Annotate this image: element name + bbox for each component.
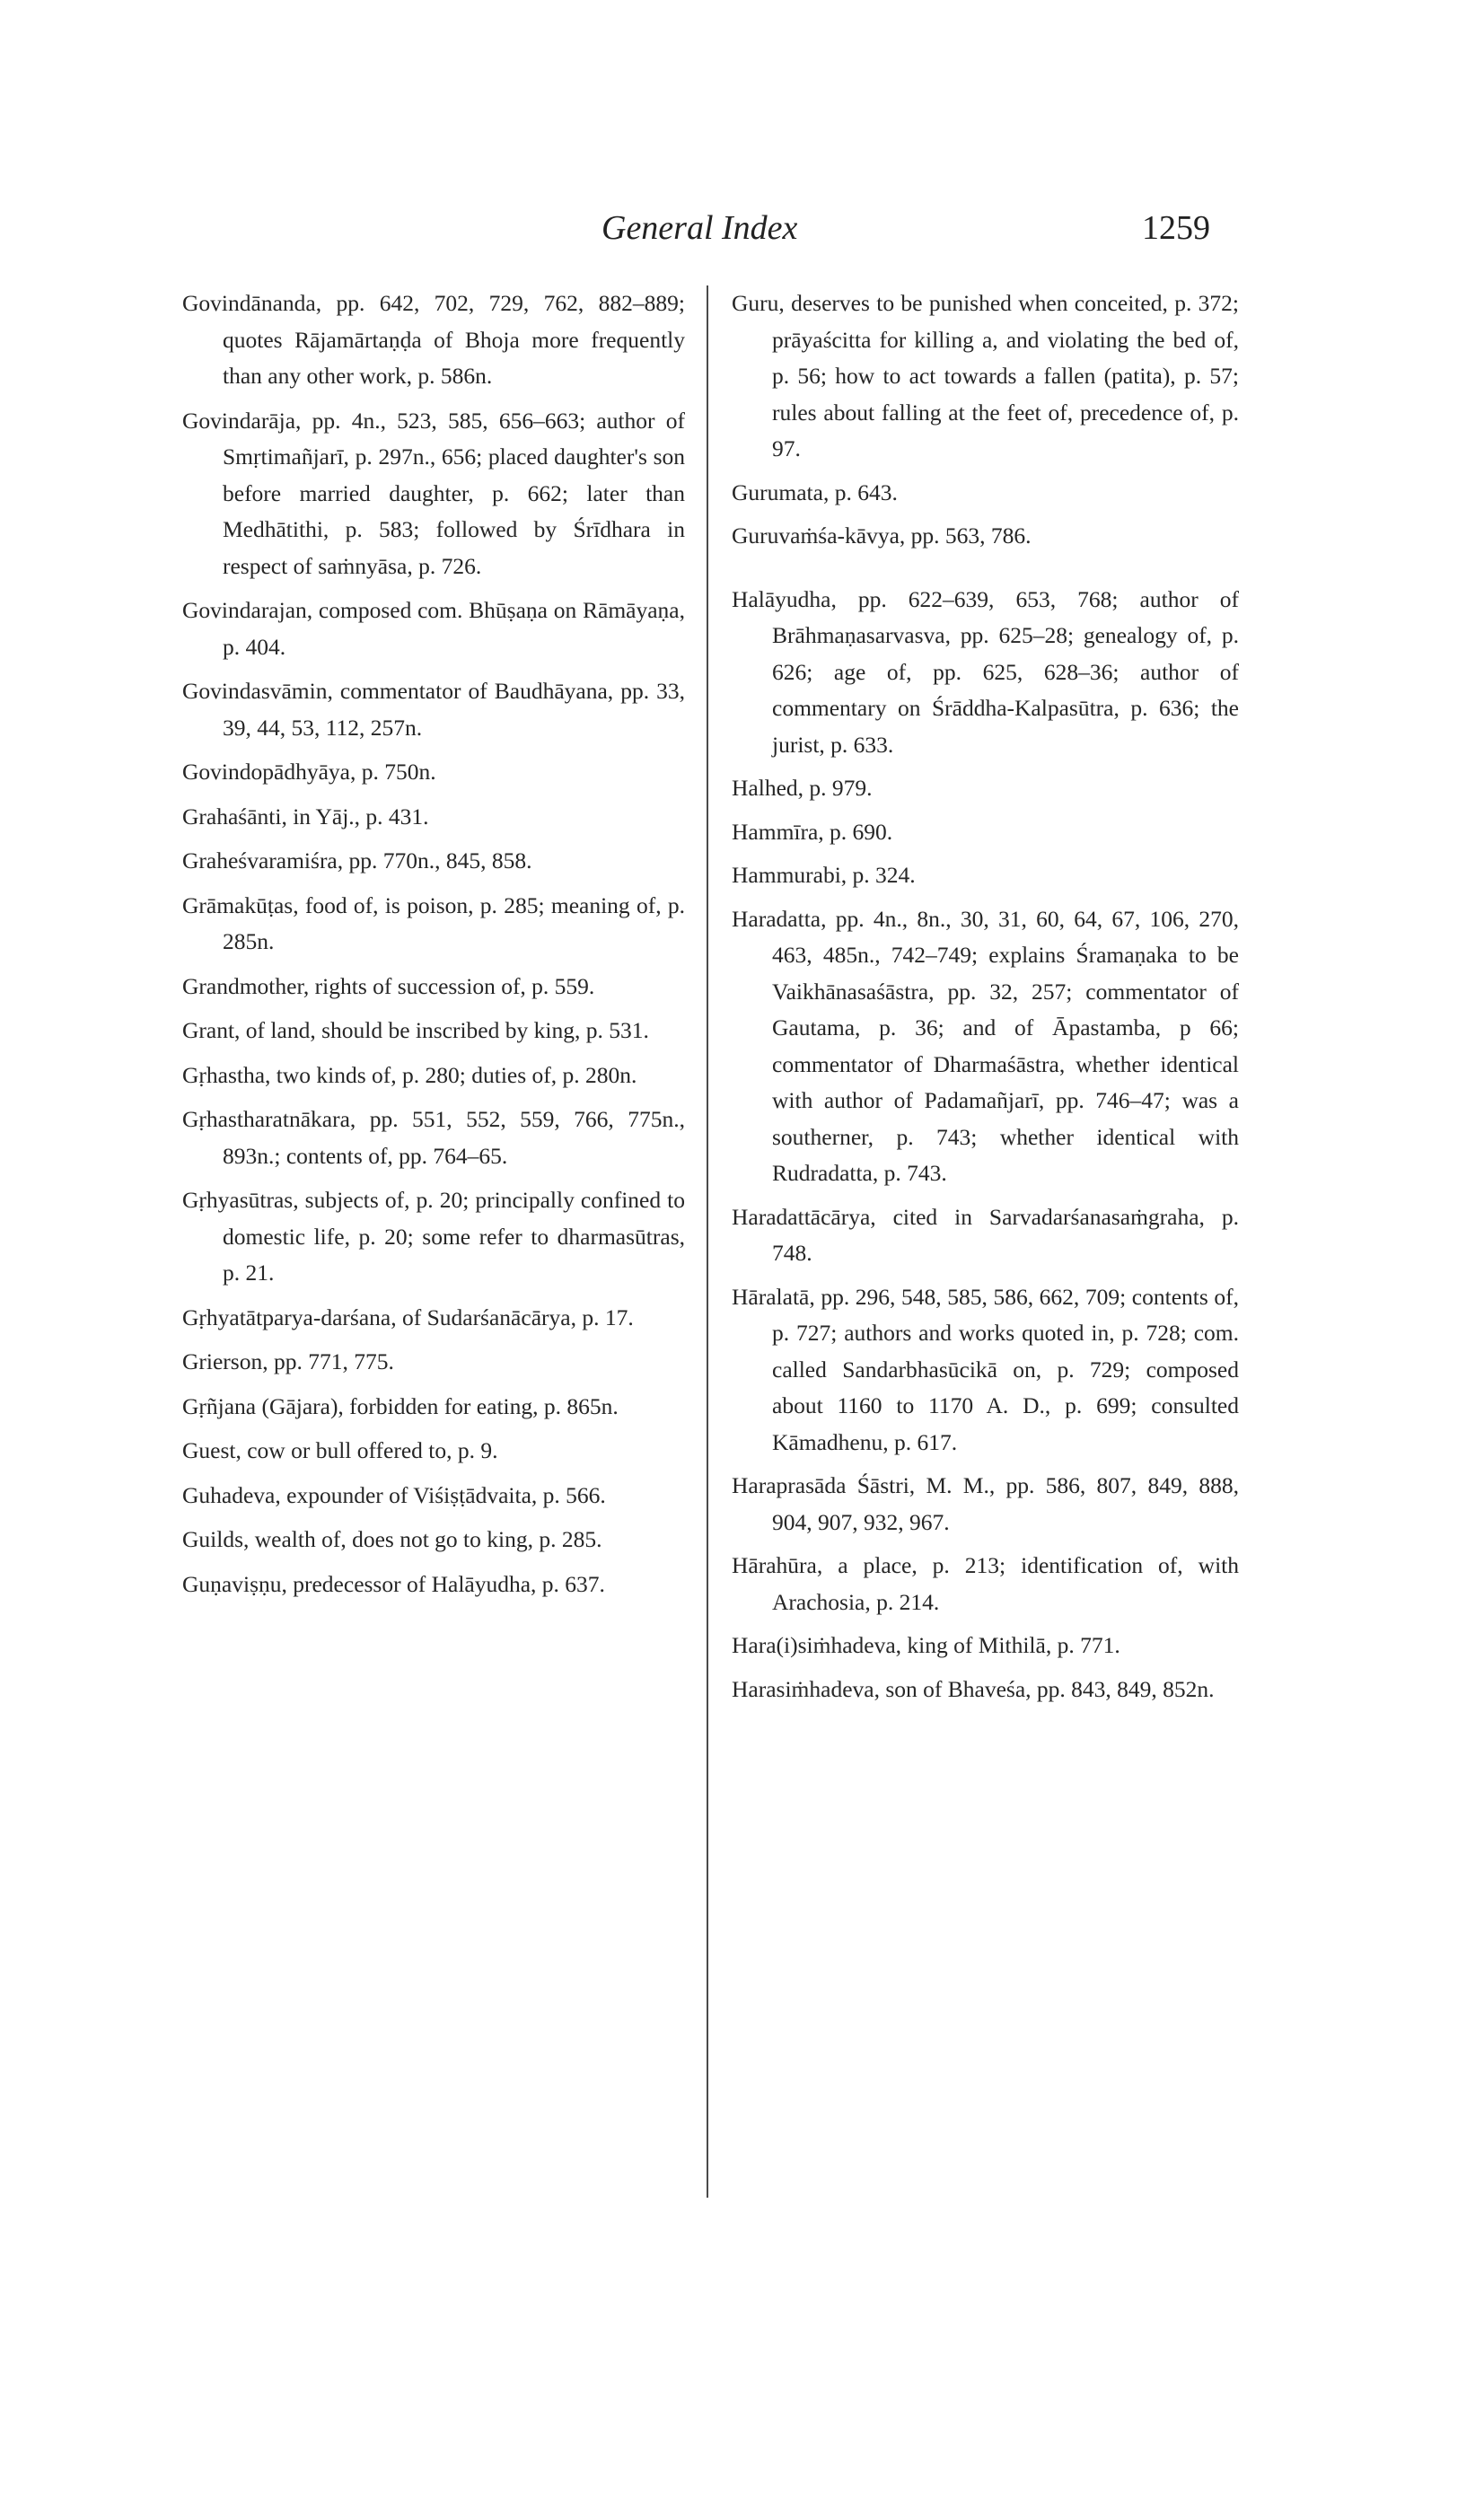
index-entry: Guest, cow or bull offered to, p. 9. <box>182 1437 498 1463</box>
index-entry: Gṛhastharatnākara, pp. 551, 552, 559, 766, 775n., 893n.; contents of, pp. 764–65. <box>182 1106 685 1169</box>
index-entry: Hammurabi, p. 324. <box>732 862 916 888</box>
index-entry: Grāmakūṭas, food of, is poison, p. 285; meaning of, p. 285n. <box>182 891 685 954</box>
index-entry: Halhed, p. 979. <box>732 775 873 801</box>
index-entry: Govindānanda, pp. 642, 702, 729, 762, 882–889; quotes Rājamārtaṇḍa of Bhoja more frequently than any other work, p. 586n. <box>182 290 685 389</box>
index-entry: Halāyudha, pp. 622–639, 653, 768; author of Brāhmaṇasarvasva, pp. 625–28; genealogy of, p. 626; age of, pp. 625, 628–36; author of commentary on Śrāddha-Kalpasūtra, p. 636; the jurist, p. 633. <box>732 585 1239 758</box>
index-column-left <box>182 285 685 1611</box>
index-entry: Haradattācārya, cited in Sarvadarśanasaṁgraha, p. 748. <box>732 1203 1239 1266</box>
index-entry: Gṛñjana (Gājara), forbidden for eating, p. 865n. <box>182 1392 619 1419</box>
index-column-right <box>732 285 1239 1715</box>
index-entry: Hara(i)siṁhadeva, king of Mithilā, p. 771. <box>732 1632 1120 1658</box>
index-entry: Grierson, pp. 771, 775. <box>182 1348 394 1374</box>
index-entry: Hāralatā, pp. 296, 548, 585, 586, 662, 709; contents of, p. 727; authors and works quoted in, p. 728; com. called Sandarbhasūcikā on, p. 729; composed about 1160 to 1170 A. D., p. 699; consulted Kāmadhenu, p. 617. <box>732 1283 1239 1455</box>
index-entry: Hammīra, p. 690. <box>732 818 893 845</box>
index-entry: Guilds, wealth of, does not go to king, p. 285. <box>182 1526 602 1552</box>
index-entry: Guṇaviṣṇu, predecessor of Halāyudha, p. 637. <box>182 1570 605 1597</box>
index-entry: Guhadeva, expounder of Viśiṣṭādvaita, p. 566. <box>182 1481 606 1508</box>
index-entry: Govindarajan, composed com. Bhūṣaṇa on Rāmāyaṇa, p. 404. <box>182 597 685 660</box>
index-entry: Guru, deserves to be punished when conceited, p. 372; prāyaścitta for killing a, and violating the bed of, p. 56; how to act towards a fallen (patita), p. 57; rules about falling at the feet of, precedence of, p. 97. <box>732 290 1239 461</box>
index-entry: Govindopādhyāya, p. 750n. <box>182 759 436 785</box>
index-entry: Gṛhyasūtras, subjects of, p. 20; principally confined to domestic life, p. 20; some refer to dharmasūtras, p. 21. <box>182 1187 685 1286</box>
index-entry: Grant, of land, should be inscribed by king, p. 531. <box>182 1017 649 1043</box>
index-entry: Grandmother, rights of succession of, p. 559. <box>182 972 595 999</box>
index-entry: Hārahūra, a place, p. 213; identification of, with Arachosia, p. 214. <box>732 1552 1239 1615</box>
index-entry: Gṛhastha, two kinds of, p. 280; duties of, p. 280n. <box>182 1061 637 1088</box>
index-entry: Graheśvaramiśra, pp. 770n., 845, 858. <box>182 847 532 874</box>
running-title: General Index <box>602 209 798 247</box>
column-divider <box>707 285 708 2198</box>
index-entry: Gṛhyatātparya-darśana, of Sudarśanācārya, p. 17. <box>182 1304 634 1330</box>
page-number: 1259 <box>1142 209 1210 247</box>
index-entry: Haradatta, pp. 4n., 8n., 30, 31, 60, 64, 67, 106, 270, 463, 485n., 742–749; explains Śramaṇaka to be Vaikhānasaśāstra, pp. 32, 257; commentator of Gautama, p. 36; and of Āpastamba, p 66; commentator of Dharmaśāstra, whether identical with author of Padamañjarī, pp. 746–47; was a southerner, p. 743; whether identical with Rudradatta, p. 743. <box>732 905 1239 1186</box>
index-entry: Govindarāja, pp. 4n., 523, 585, 656–663; author of Smṛtimañjarī, p. 297n., 656; placed daughter's son before married daughter, p. 662; later than Medhātithi, p. 583; followed by Śrīdhara in respect of saṁnyāsa, p. 726. <box>182 407 685 579</box>
index-entry: Grahaśānti, in Yāj., p. 431. <box>182 803 429 830</box>
index-entry: Haraprasāda Śāstri, M. M., pp. 586, 807, 849, 888, 904, 907, 932, 967. <box>732 1472 1239 1535</box>
index-entry: Govindasvāmin, commentator of Baudhāyana, pp. 33, 39, 44, 53, 112, 257n. <box>182 678 685 741</box>
index-entry: Gurumata, p. 643. <box>732 478 898 505</box>
index-entry: Guruvaṁśa-kāvya, pp. 563, 786. <box>732 522 1032 549</box>
index-entry: Harasiṁhadeva, son of Bhaveśa, pp. 843, 849, 852n. <box>732 1675 1215 1702</box>
page-header <box>0 208 1484 253</box>
